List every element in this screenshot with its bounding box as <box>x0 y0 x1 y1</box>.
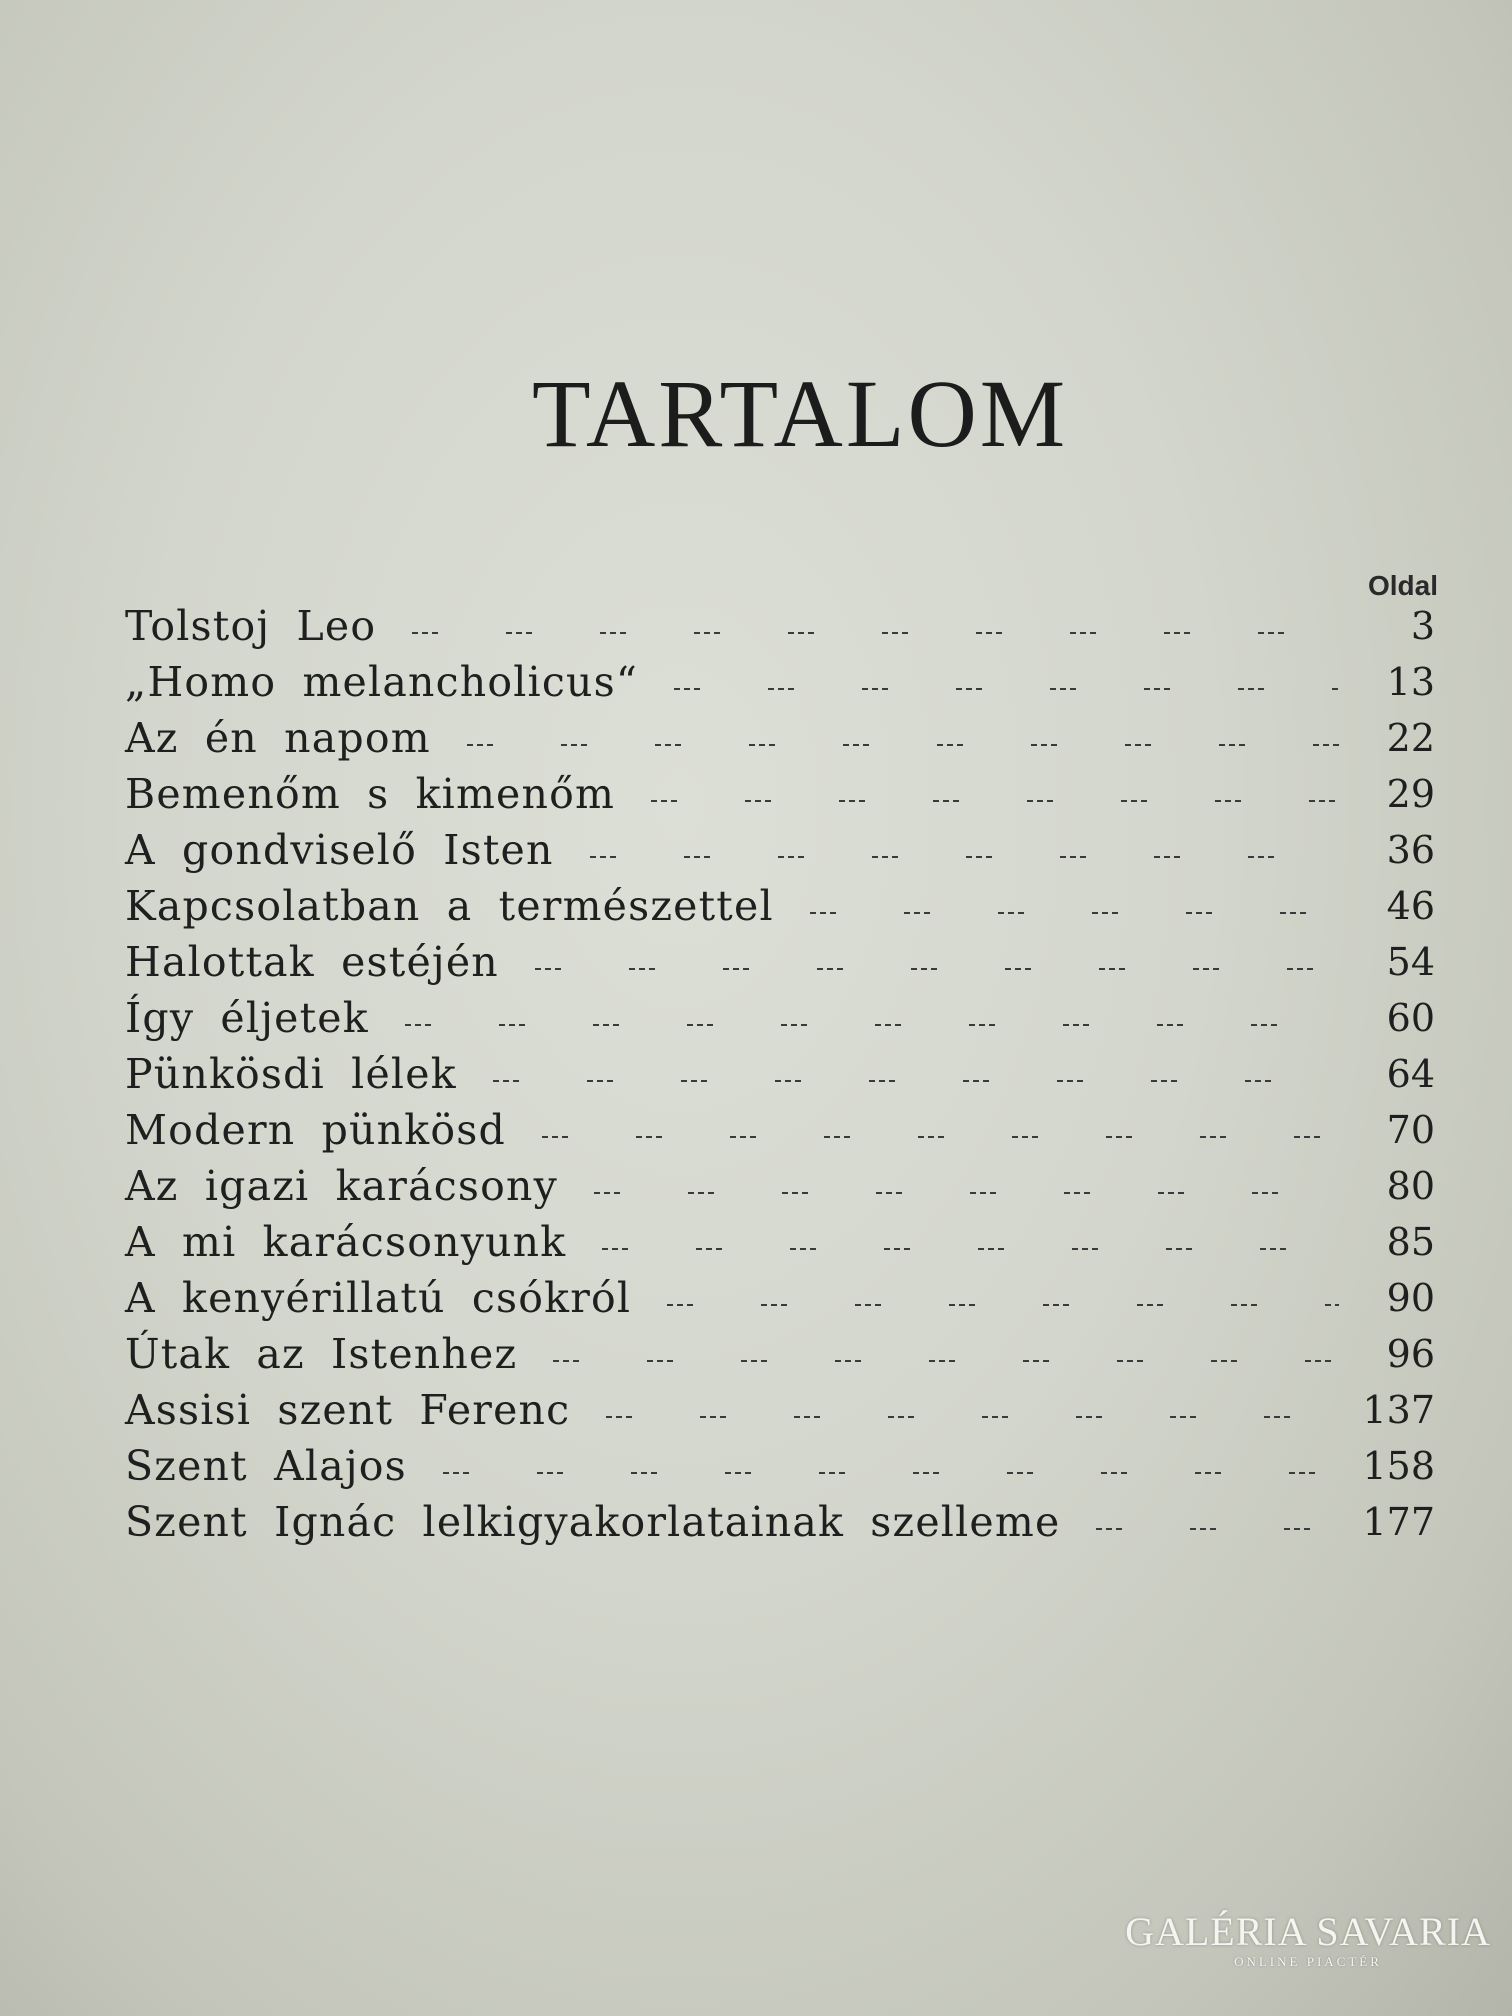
toc-entry-title: Assisi szent Ferenc <box>125 1386 571 1434</box>
dot-leader <box>594 1192 1339 1194</box>
toc-entry <box>125 710 1435 766</box>
toc-entry-title: Így éljetek <box>125 994 369 1042</box>
toc-entry-title: Szent Ignác lelkigyakorlatainak szelleme <box>125 1498 1061 1546</box>
dot-leader <box>667 1304 1339 1306</box>
dot-leader <box>590 856 1339 858</box>
toc-entry-page: 54 <box>1386 940 1435 984</box>
toc-entry <box>125 822 1435 878</box>
dot-leader <box>651 800 1339 802</box>
toc-entry-page: 137 <box>1362 1388 1435 1432</box>
dot-leader <box>443 1472 1339 1474</box>
page-column-label: Oldal <box>1367 570 1438 601</box>
dot-leader <box>542 1136 1339 1138</box>
toc-entry-page: 46 <box>1386 884 1435 928</box>
page-title: TARTALOM <box>532 360 1069 467</box>
dot-leader <box>810 912 1339 914</box>
toc-entry-title: Az én napom <box>125 714 431 762</box>
table-of-contents <box>125 598 1435 1550</box>
toc-entry-page: 29 <box>1386 772 1435 816</box>
toc-entry-title: Szent Alajos <box>125 1442 407 1490</box>
toc-entry-page: 3 <box>1410 604 1435 648</box>
toc-entry-page: 64 <box>1386 1052 1435 1096</box>
toc-entry-title: A mi karácsonyunk <box>125 1218 567 1266</box>
toc-entry-title: Modern pünkösd <box>125 1106 506 1154</box>
toc-entry-page: 177 <box>1362 1500 1435 1544</box>
toc-entry <box>125 766 1435 822</box>
watermark-sub-text: ONLINE PIACTÉR <box>1234 1954 1382 1969</box>
dot-leader <box>606 1416 1338 1418</box>
toc-entry <box>125 934 1435 990</box>
toc-entry-page: 85 <box>1386 1220 1435 1264</box>
toc-entry-title: Kapcsolatban a természettel <box>125 882 774 930</box>
toc-entry <box>125 990 1435 1046</box>
toc-entry-page: 90 <box>1386 1276 1435 1320</box>
watermark-main-text: GALÉRIA SAVARIA <box>1125 1909 1491 1954</box>
toc-entry-page: 36 <box>1386 828 1435 872</box>
toc-entry <box>125 654 1435 710</box>
toc-entry-title: Útak az Istenhez <box>125 1330 518 1378</box>
toc-entry <box>125 1326 1435 1382</box>
dot-leader <box>493 1080 1339 1082</box>
toc-entry-page: 158 <box>1362 1444 1435 1488</box>
toc-entry <box>125 878 1435 934</box>
toc-entry <box>125 1214 1435 1270</box>
dot-leader <box>535 968 1339 970</box>
toc-entry-page: 13 <box>1386 660 1435 704</box>
toc-entry <box>125 1438 1435 1494</box>
toc-entry <box>125 1046 1435 1102</box>
toc-entry-page: 60 <box>1386 996 1435 1040</box>
toc-entry-title: A gondviselő Isten <box>125 826 554 874</box>
toc-entry-title: Halottak estéjén <box>125 938 499 986</box>
toc-entry-page: 22 <box>1386 716 1435 760</box>
toc-entry-title: Az igazi karácsony <box>125 1162 558 1210</box>
dot-leader <box>405 1024 1339 1026</box>
dot-leader <box>674 688 1339 690</box>
toc-entry-page: 80 <box>1386 1164 1435 1208</box>
dot-leader <box>412 632 1339 634</box>
toc-entry-page: 70 <box>1386 1108 1435 1152</box>
toc-entry-page: 96 <box>1386 1332 1435 1376</box>
toc-entry <box>125 598 1435 654</box>
toc-entry-title: Pünkösdi lélek <box>125 1050 457 1098</box>
toc-entry-title: A kenyérillatú csókról <box>125 1274 632 1322</box>
dot-leader <box>553 1360 1339 1362</box>
toc-entry <box>125 1382 1435 1438</box>
toc-entry-title: Tolstoj Leo <box>125 602 377 650</box>
dot-leader <box>467 744 1339 746</box>
toc-entry <box>125 1158 1435 1214</box>
toc-entry-title: „Homo melancholicus“ <box>125 658 639 706</box>
toc-entry <box>125 1494 1435 1550</box>
dot-leader <box>1096 1528 1338 1530</box>
dot-leader <box>602 1248 1339 1250</box>
toc-entry <box>125 1270 1435 1326</box>
toc-entry-title: Bemenőm s kimenőm <box>125 770 616 818</box>
toc-entry <box>125 1102 1435 1158</box>
watermark-logo <box>1118 1909 1498 1970</box>
